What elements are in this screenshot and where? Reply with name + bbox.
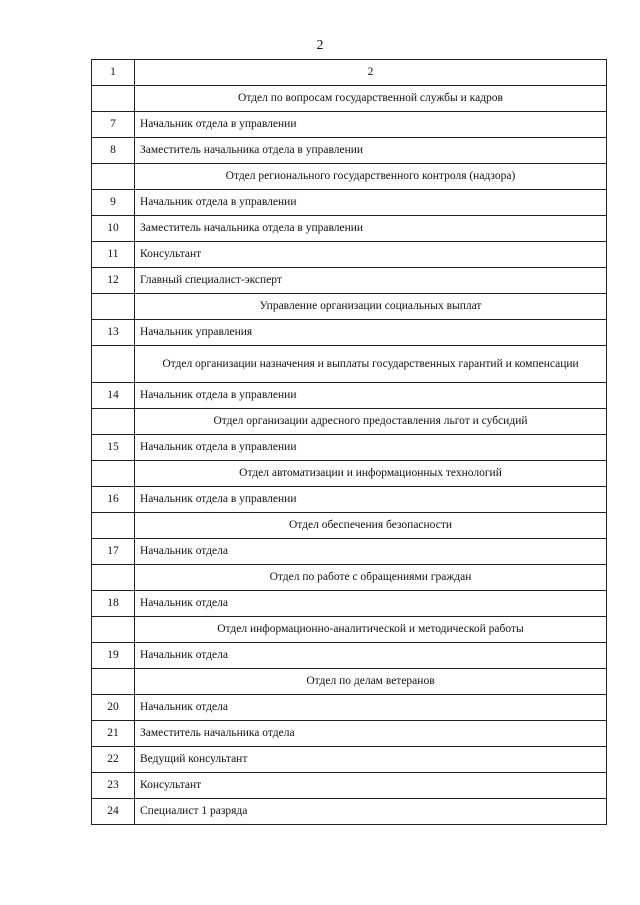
section-row [92, 669, 607, 695]
row-number: 19 [92, 643, 135, 669]
position-row [92, 591, 607, 617]
position-title: Начальник отдела в управлении [135, 435, 607, 461]
row-number: 11 [92, 242, 135, 268]
position-row [92, 320, 607, 346]
position-row [92, 138, 607, 164]
row-number: 22 [92, 747, 135, 773]
row-number-cell [92, 617, 135, 643]
position-title: Ведущий консультант [135, 747, 607, 773]
position-title: Заместитель начальника отдела [135, 721, 607, 747]
row-number-cell [92, 409, 135, 435]
section-title: Отдел информационно-аналитической и методической работы [135, 617, 607, 643]
section-row [92, 346, 607, 383]
row-number: 16 [92, 487, 135, 513]
position-row [92, 435, 607, 461]
position-row [92, 773, 607, 799]
position-title: Начальник отдела [135, 643, 607, 669]
section-title: Отдел организации назначения и выплаты государственных гарантий и компенсации [135, 346, 607, 383]
section-row [92, 461, 607, 487]
position-title: Консультант [135, 773, 607, 799]
position-row [92, 695, 607, 721]
page-number: 2 [316, 38, 324, 53]
staff-positions-table [91, 59, 607, 825]
table-body [92, 60, 607, 825]
position-title: Начальник управления [135, 320, 607, 346]
row-number-cell [92, 565, 135, 591]
row-number: 12 [92, 268, 135, 294]
position-title: Заместитель начальника отдела в управлении [135, 138, 607, 164]
position-title: Главный специалист-эксперт [135, 268, 607, 294]
header-col-2: 2 [135, 60, 607, 86]
position-title: Начальник отдела [135, 695, 607, 721]
row-number: 24 [92, 799, 135, 825]
position-title: Начальник отдела [135, 539, 607, 565]
section-row [92, 617, 607, 643]
section-title: Отдел автоматизации и информационных технологий [135, 461, 607, 487]
row-number: 18 [92, 591, 135, 617]
section-title: Отдел регионального государственного контроля (надзора) [135, 164, 607, 190]
row-number: 9 [92, 190, 135, 216]
position-row [92, 216, 607, 242]
row-number: 8 [92, 138, 135, 164]
section-title: Отдел организации адресного предоставления льгот и субсидий [135, 409, 607, 435]
position-title: Консультант [135, 242, 607, 268]
row-number: 14 [92, 383, 135, 409]
position-row [92, 487, 607, 513]
position-row [92, 242, 607, 268]
section-title: Отдел по делам ветеранов [135, 669, 607, 695]
row-number: 20 [92, 695, 135, 721]
section-title: Управление организации социальных выплат [135, 294, 607, 320]
row-number: 7 [92, 112, 135, 138]
position-title: Специалист 1 разряда [135, 799, 607, 825]
section-title: Отдел по вопросам государственной службы и кадров [135, 86, 607, 112]
row-number: 15 [92, 435, 135, 461]
position-row [92, 268, 607, 294]
row-number-cell [92, 294, 135, 320]
section-row [92, 164, 607, 190]
section-row [92, 409, 607, 435]
position-row [92, 112, 607, 138]
position-row [92, 190, 607, 216]
header-col-1: 1 [92, 60, 135, 86]
row-number: 17 [92, 539, 135, 565]
row-number-cell [92, 346, 135, 383]
position-title: Начальник отдела в управлении [135, 383, 607, 409]
section-row [92, 565, 607, 591]
position-row [92, 383, 607, 409]
row-number: 23 [92, 773, 135, 799]
position-row [92, 539, 607, 565]
header-row [92, 60, 607, 86]
row-number: 10 [92, 216, 135, 242]
position-title: Начальник отдела в управлении [135, 112, 607, 138]
section-row [92, 294, 607, 320]
position-title: Начальник отдела в управлении [135, 190, 607, 216]
position-row [92, 643, 607, 669]
row-number-cell [92, 86, 135, 112]
row-number-cell [92, 461, 135, 487]
position-row [92, 747, 607, 773]
position-row [92, 799, 607, 825]
row-number-cell [92, 513, 135, 539]
position-title: Начальник отдела в управлении [135, 487, 607, 513]
position-title: Начальник отдела [135, 591, 607, 617]
row-number: 13 [92, 320, 135, 346]
section-row [92, 86, 607, 112]
section-title: Отдел по работе с обращениями граждан [135, 565, 607, 591]
section-title: Отдел обеспечения безопасности [135, 513, 607, 539]
position-row [92, 721, 607, 747]
row-number: 21 [92, 721, 135, 747]
position-title: Заместитель начальника отдела в управлении [135, 216, 607, 242]
section-row [92, 513, 607, 539]
row-number-cell [92, 164, 135, 190]
row-number-cell [92, 669, 135, 695]
